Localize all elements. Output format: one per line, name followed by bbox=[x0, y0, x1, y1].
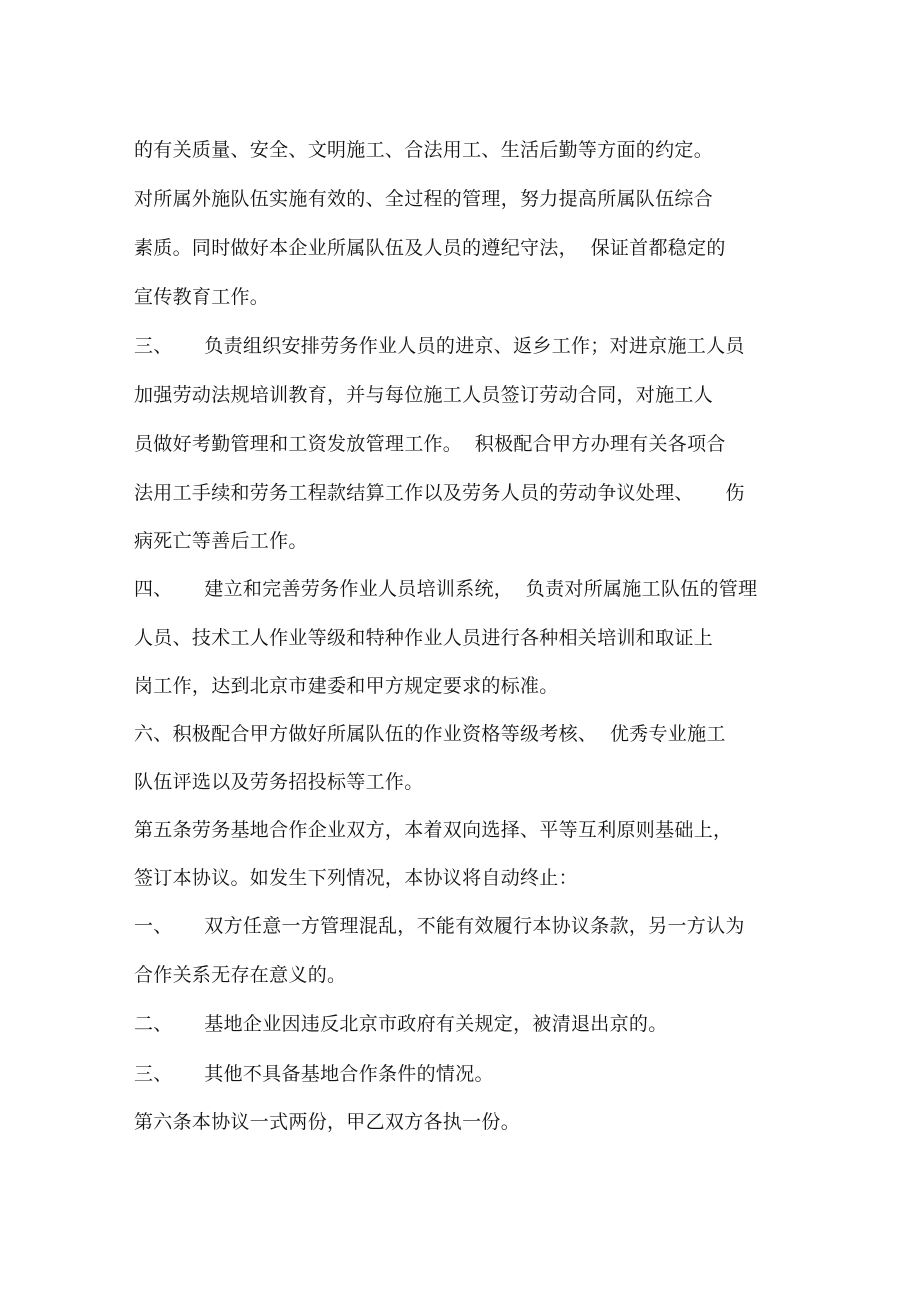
text-line: 的有关质量、安全、文明施工、合法用工、生活后勤等方面的约定。 bbox=[134, 139, 714, 161]
text-line: 第六条本协议一式两份，甲乙双方各执一份。 bbox=[134, 1111, 521, 1133]
text-line: 合作关系无存在意义的。 bbox=[134, 964, 347, 986]
text-line: 六、积极配合甲方做好所属队伍的作业资格等级考核、 优秀专业施工 bbox=[134, 723, 726, 745]
text-line: 四、 建立和完善劳务作业人员培训系统， 负责对所属施工队伍的管理 bbox=[134, 578, 758, 600]
text-line: 签订本协议。如发生下列情况，本协议将自动终止： bbox=[134, 867, 578, 889]
text-line: 病死亡等善后工作。 bbox=[134, 530, 308, 552]
text-line: 宣传教育工作。 bbox=[134, 286, 270, 308]
text-line: 素质。同时做好本企业所属队伍及人员的遵纪守法， 保证首都稳定的 bbox=[134, 237, 726, 259]
text-line: 一、 双方任意一方管理混乱，不能有效履行本协议条款，另一方认为 bbox=[134, 915, 745, 937]
text-line: 对所属外施队伍实施有效的、全过程的管理，努力提高所属队伍综合 bbox=[134, 188, 714, 210]
text-line: 岗工作，达到北京市建委和甲方规定要求的标准。 bbox=[134, 675, 559, 697]
text-line: 第五条劳务基地合作企业双方，本着双向选择、平等互利原则基础上， bbox=[134, 819, 733, 841]
text-line: 二、 基地企业因违反北京市政府有关规定，被清退出京的。 bbox=[134, 1013, 668, 1035]
text-line: 法用工手续和劳务工程款结算工作以及劳务人员的劳动争议处理、 伤 bbox=[134, 482, 745, 504]
text-line: 三、 其他不具备基地合作条件的情况。 bbox=[134, 1063, 494, 1085]
text-line: 加强劳动法规培训教育，并与每位施工人员签订劳动合同，对施工人 bbox=[134, 384, 714, 406]
text-line: 员做好考勤管理和工资发放管理工作。 积极配合甲方办理有关各项合 bbox=[134, 433, 726, 455]
text-line: 人员、技术工人作业等级和特种作业人员进行各种相关培训和取证上 bbox=[134, 627, 714, 649]
text-line: 队伍评选以及劳务招投标等工作。 bbox=[134, 771, 424, 793]
text-line: 三、 负责组织安排劳务作业人员的进京、返乡工作；对进京施工人员 bbox=[134, 335, 745, 357]
